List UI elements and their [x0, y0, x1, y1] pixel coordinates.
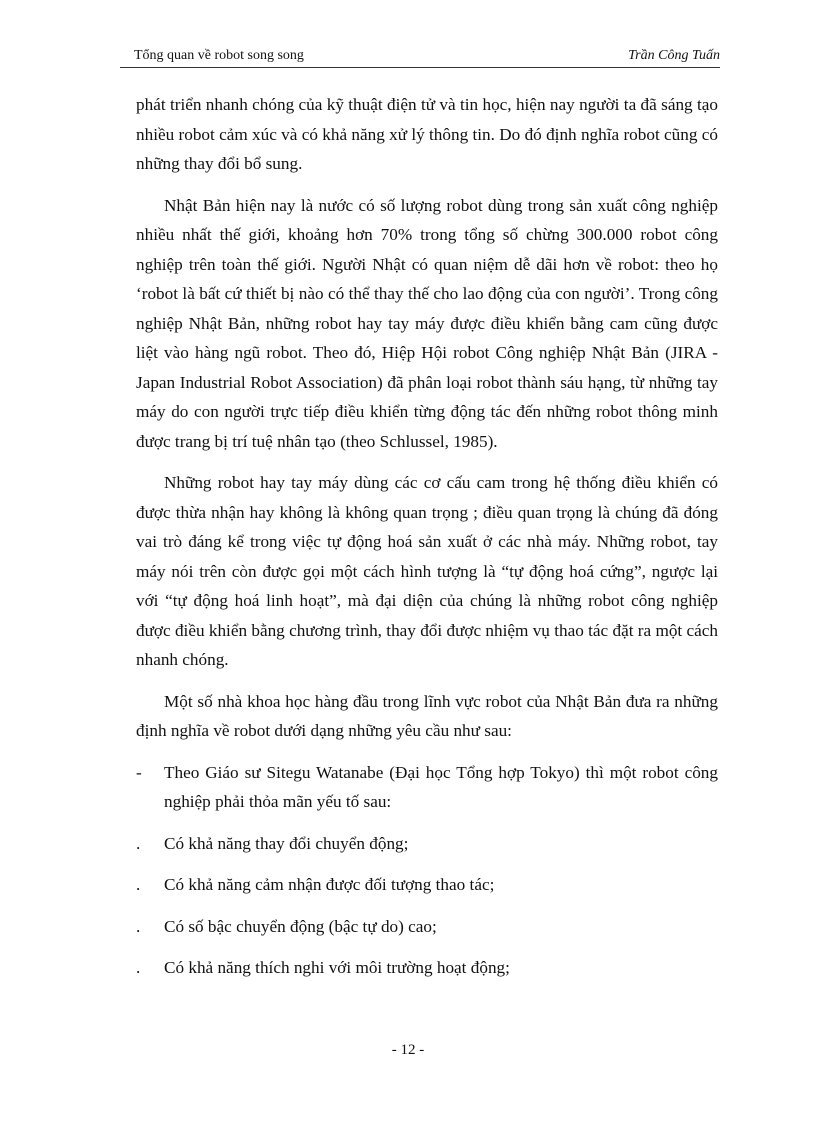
requirement-text: Có khả năng thích nghi với môi trường hoạt động; [164, 958, 510, 977]
bullet-marker: . [136, 875, 141, 894]
paragraph-cam-robots: Những robot hay tay máy dùng các cơ cấu cam trong hệ thống điều khiển có được thừa nhận hay không là không quan trọng ; điều quan trọng là chúng đã đóng vai trò đáng kể trong việc tự động hoá sản xuất ở các nhà máy. Những robot, tay máy nói trên còn được gọi một cách hình tượng là “tự động hoá cứng”, ngược lại với “tự động hoá linh hoạt”, mà đại diện của chúng là những robot công nghiệp được điều khiển bằng chương trình, thay đổi được nhiệm vụ thao tác đặt ra một cách nhanh chóng. [136, 473, 718, 669]
paragraph-continued: phát triển nhanh chóng của kỹ thuật điện tử và tin học, hiện nay người ta đã sáng tạo nhiều robot cảm xúc và có khả năng xử lý thông tin. Do đó định nghĩa robot cũng có những thay đổi bổ sung. [136, 95, 718, 173]
paragraph-definitions-intro: Một số nhà khoa học hàng đầu trong lĩnh vực robot của Nhật Bản đưa ra những định nghĩa về robot dưới dạng những yêu cầu như sau: [136, 691, 718, 740]
requirement-item [136, 870, 718, 900]
list-item-watanabe [136, 758, 718, 817]
page-body [136, 90, 718, 995]
bullet-marker: . [136, 916, 141, 936]
requirement-text: Có khả năng thay đổi chuyển động; [164, 833, 409, 853]
page-header [120, 45, 720, 68]
bullet-marker: . [136, 833, 141, 853]
requirement-text: Có số bậc chuyển động (bậc tự do) cao; [164, 916, 437, 936]
list-item-text: Theo Giáo sư Sitegu Watanabe (Đại học Tổng hợp Tokyo) thì một robot công nghiệp phải thỏa mãn yếu tố sau: [164, 762, 718, 811]
dash-marker: - [136, 762, 142, 782]
header-author: Trần Công Tuấn [628, 48, 720, 63]
requirement-item [136, 953, 718, 983]
header-chapter-title: Tổng quan về robot song song [134, 48, 304, 63]
bullet-marker: . [136, 958, 141, 977]
requirement-text: Có khả năng cảm nhận được đối tượng thao tác; [164, 875, 495, 894]
requirement-item [136, 912, 718, 942]
page-number: - 12 - [391, 1042, 425, 1058]
paragraph-japan-robots: Nhật Bản hiện nay là nước có số lượng robot dùng trong sản xuất công nghiệp nhiều nhất thế giới, khoảng hơn 70% trong tổng số chừng 300.000 robot công nghiệp trên toàn thế giới. Người Nhật có quan niệm dễ dãi hơn về robot: theo họ ‘robot là bất cứ thiết bị nào có thể thay thế cho lao động của con người’. Trong công nghiệp Nhật Bản, những robot hay tay máy được điều khiển bằng cam cũng được liệt vào hàng ngũ robot. Theo đó, Hiệp Hội robot Công nghiệp Nhật Bản (JIRA - Japan Industrial Robot Association) đã phân loại robot thành sáu hạng, từ những tay máy do con người trực tiếp điều khiển từng động tác đến những robot thông minh được trang bị trí tuệ nhân tạo (theo Schlussel, 1985). [136, 195, 718, 451]
requirement-item [136, 829, 718, 859]
